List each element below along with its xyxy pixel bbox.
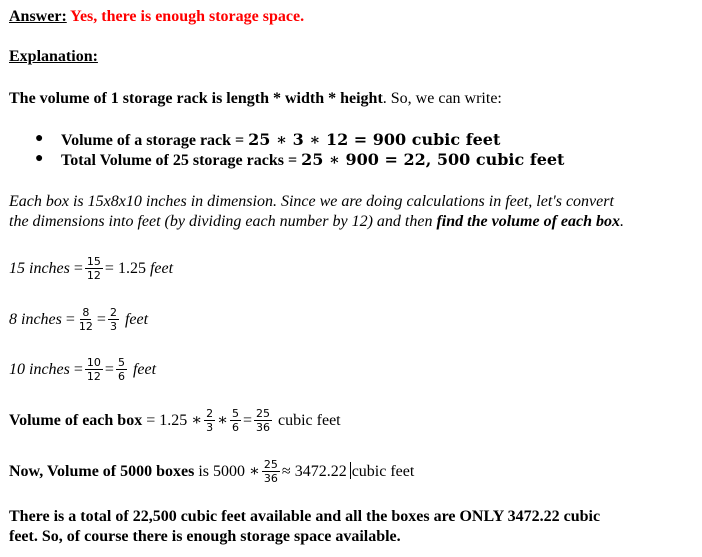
bullet-label: Volume of a storage rack =	[61, 132, 249, 149]
volume-intro-bold: The volume of 1 storage rack is length * width * height	[9, 90, 383, 107]
box-paragraph-line1: Each box is 15x8x10 inches in dimension. Since we are doing calculations in feet, let's convert	[9, 193, 614, 210]
bullet-math: 25 ∗ 900 = 22, 500 cubic feet	[301, 150, 565, 169]
conversion-lhs: 10 inches	[9, 361, 70, 379]
box-volume-label: Volume of each box	[9, 412, 143, 430]
total-boxes-label: Now, Volume of 5000 boxes	[9, 463, 195, 481]
fraction: $\frac{15}{12}$	[86, 255, 101, 282]
box-paragraph-bold: find the volume of each box	[436, 213, 621, 230]
conversion-10-inches	[9, 357, 156, 384]
fraction: $\frac{10}{12}$	[86, 356, 101, 383]
total-boxes-unit: cubic feet	[351, 463, 415, 481]
answer-label: Answer:	[9, 8, 67, 25]
conversion-result: 1.25	[117, 260, 146, 278]
volume-intro	[9, 89, 502, 109]
bullet-dot-icon: ●	[35, 151, 44, 166]
fraction: $\frac{25}{36}$	[263, 458, 278, 485]
bullet-math: 25 ∗ 3 ∗ 12 = 900 cubic feet	[248, 130, 501, 149]
equals-sign: =	[242, 412, 252, 430]
conversion-lhs: 15 inches	[9, 260, 70, 278]
fraction: $\frac{2}{3}$	[109, 306, 117, 333]
volume-intro-rest: . So, we can write:	[382, 90, 502, 107]
box-paragraph-line2	[9, 212, 624, 232]
explanation-heading: Explanation:	[9, 48, 98, 65]
fraction: $\frac{2}{3}$	[206, 407, 214, 434]
multiply-sign: ∗	[217, 412, 228, 430]
equals-sign: =	[73, 361, 83, 379]
equals-sign: =	[96, 311, 106, 329]
conclusion-line1: There is a total of 22,500 cubic feet available and all the boxes are ONLY 3472.22 cubic	[9, 508, 601, 525]
fraction: $\frac{5}{6}$	[231, 407, 239, 434]
text-cursor	[350, 462, 351, 479]
equals-sign: =	[65, 311, 75, 329]
total-boxes-approx: ≈ 3472.22	[281, 463, 347, 481]
box-paragraph-text: the dimensions into feet (by dividing each number by 12) and then	[9, 213, 437, 230]
bullet-total-volume	[61, 150, 564, 171]
conclusion-line2: feet. So, of course there is enough storage space available.	[9, 528, 401, 545]
box-volume-line	[9, 408, 341, 435]
conversion-15-inches	[9, 256, 173, 283]
conversion-8-inches	[9, 307, 148, 334]
fraction: $\frac{5}{6}$	[117, 356, 125, 383]
total-boxes-line	[9, 459, 414, 486]
bullet-rack-volume	[61, 130, 500, 151]
answer-line	[9, 7, 304, 27]
total-boxes-pre: 5000 ∗	[213, 463, 260, 481]
equals-sign: =	[104, 361, 114, 379]
box-volume-pre: = 1.25 ∗	[142, 412, 203, 430]
fraction: $\frac{8}{12}$	[78, 306, 93, 333]
bullet-dot-icon: ●	[35, 131, 44, 146]
conversion-unit: feet	[132, 361, 157, 379]
box-paragraph-end: .	[620, 213, 625, 230]
conversion-unit: feet	[149, 260, 174, 278]
conversion-lhs: 8 inches	[9, 311, 62, 329]
answer-text: Yes, there is enough storage space.	[70, 8, 305, 25]
equals-sign: =	[104, 260, 114, 278]
equals-sign: =	[73, 260, 83, 278]
box-volume-unit: cubic feet	[278, 412, 341, 430]
bullet-label: Total Volume of 25 storage racks =	[61, 152, 302, 169]
total-boxes-is: is	[194, 463, 214, 481]
fraction: $\frac{25}{36}$	[256, 407, 270, 434]
conversion-unit: feet	[124, 311, 149, 329]
